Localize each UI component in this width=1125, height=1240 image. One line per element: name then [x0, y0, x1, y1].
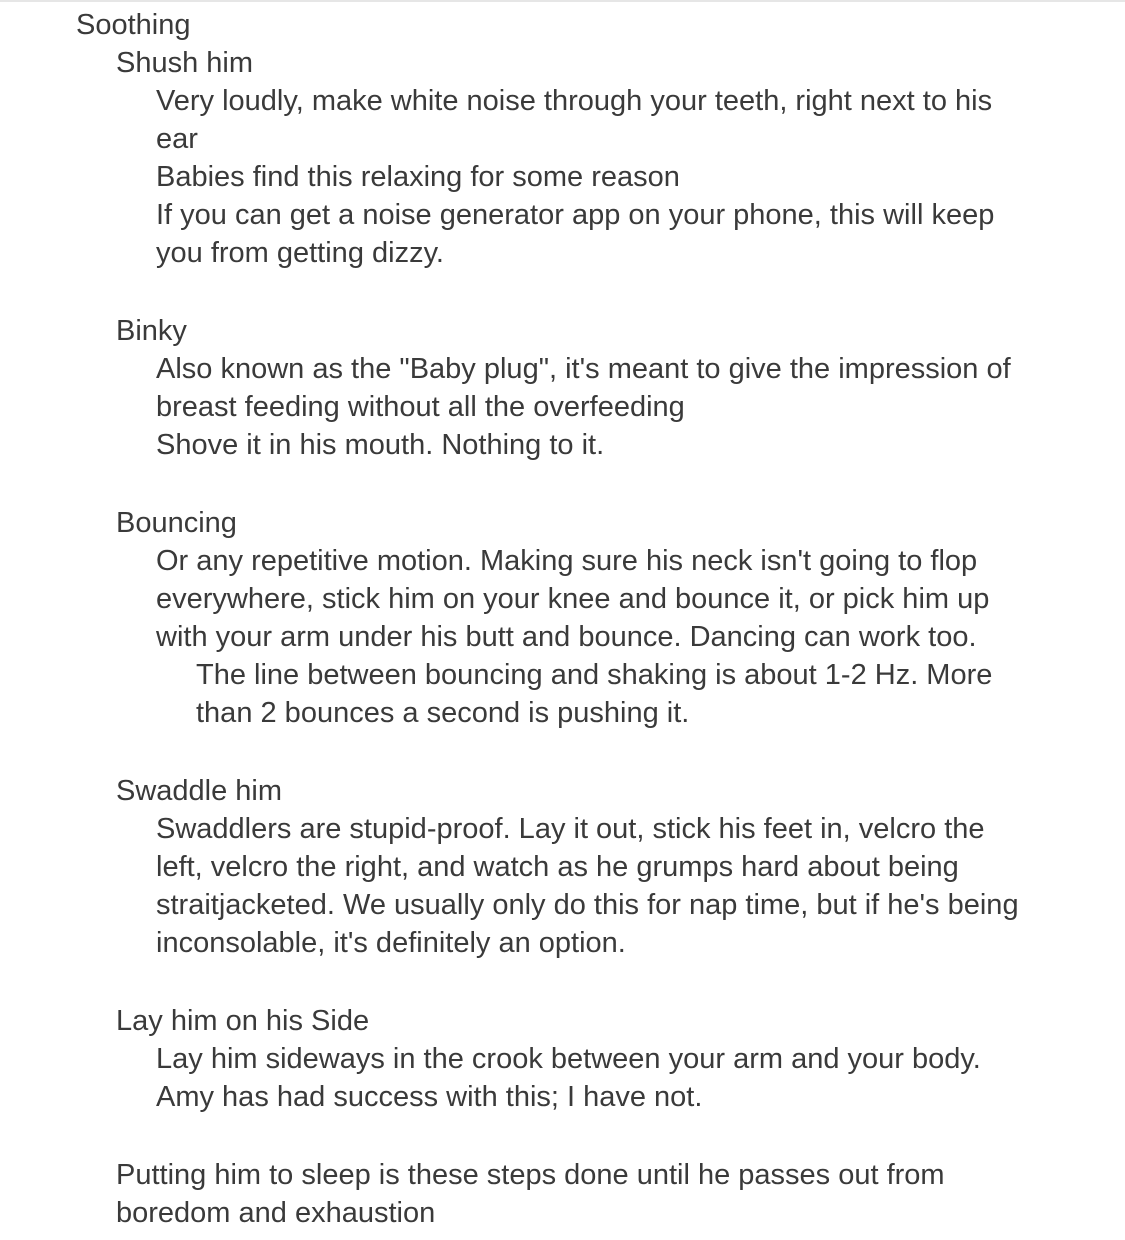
outline-document [76, 6, 1116, 1232]
section-heading-bouncing[interactable]: Bouncing [116, 507, 237, 539]
outline-line[interactable]: If you can get a noise generator app on your phone, this will keep [156, 199, 995, 231]
outline-line[interactable]: Very loudly, make white noise through your teeth, right next to his [156, 85, 993, 117]
spacer [76, 962, 1116, 1002]
spacer [76, 464, 1116, 504]
outline-line[interactable]: Also known as the "Baby plug", it's meant to give the impression of [156, 353, 1011, 385]
spacer [76, 1116, 1116, 1156]
outline-line[interactable]: Babies find this relaxing for some reason [156, 161, 680, 193]
outline-line[interactable]: Shove it in his mouth. Nothing to it. [156, 429, 605, 461]
section-heading-swaddle[interactable]: Swaddle him [116, 775, 283, 807]
closing-line[interactable]: boredom and exhaustion [116, 1197, 436, 1229]
outline-line[interactable]: ear [156, 123, 198, 155]
section-heading-binky[interactable]: Binky [116, 315, 187, 347]
outline-line[interactable]: inconsolable, it's definitely an option. [156, 927, 626, 959]
outline-line[interactable]: Swaddlers are stupid-proof. Lay it out, stick his feet in, velcro the [156, 813, 985, 845]
spacer [76, 732, 1116, 772]
outline-line[interactable]: left, velcro the right, and watch as he grumps hard about being [156, 851, 959, 883]
outline-line[interactable]: Amy has had success with this; I have not. [156, 1081, 703, 1113]
closing-line[interactable]: Putting him to sleep is these steps done until he passes out from [116, 1159, 945, 1191]
outline-line[interactable]: Lay him sideways in the crook between your arm and your body. [156, 1043, 981, 1075]
outline-line[interactable]: you from getting dizzy. [156, 237, 444, 269]
spacer [76, 272, 1116, 312]
outline-subline[interactable]: than 2 bounces a second is pushing it. [196, 697, 690, 729]
outline-subline[interactable]: The line between bouncing and shaking is about 1-2 Hz. More [196, 659, 993, 691]
top-divider [0, 0, 1125, 2]
outline-line[interactable]: Or any repetitive motion. Making sure his neck isn't going to flop [156, 545, 978, 577]
outline-line[interactable]: with your arm under his butt and bounce. Dancing can work too. [156, 621, 977, 653]
outline-line[interactable]: everywhere, stick him on your knee and bounce it, or pick him up [156, 583, 990, 615]
section-heading-side[interactable]: Lay him on his Side [116, 1005, 370, 1037]
outline-title[interactable]: Soothing [76, 9, 191, 41]
outline-line[interactable]: straitjacketed. We usually only do this for nap time, but if he's being [156, 889, 1019, 921]
outline-line[interactable]: breast feeding without all the overfeeding [156, 391, 685, 423]
section-heading-shush[interactable]: Shush him [116, 47, 254, 79]
